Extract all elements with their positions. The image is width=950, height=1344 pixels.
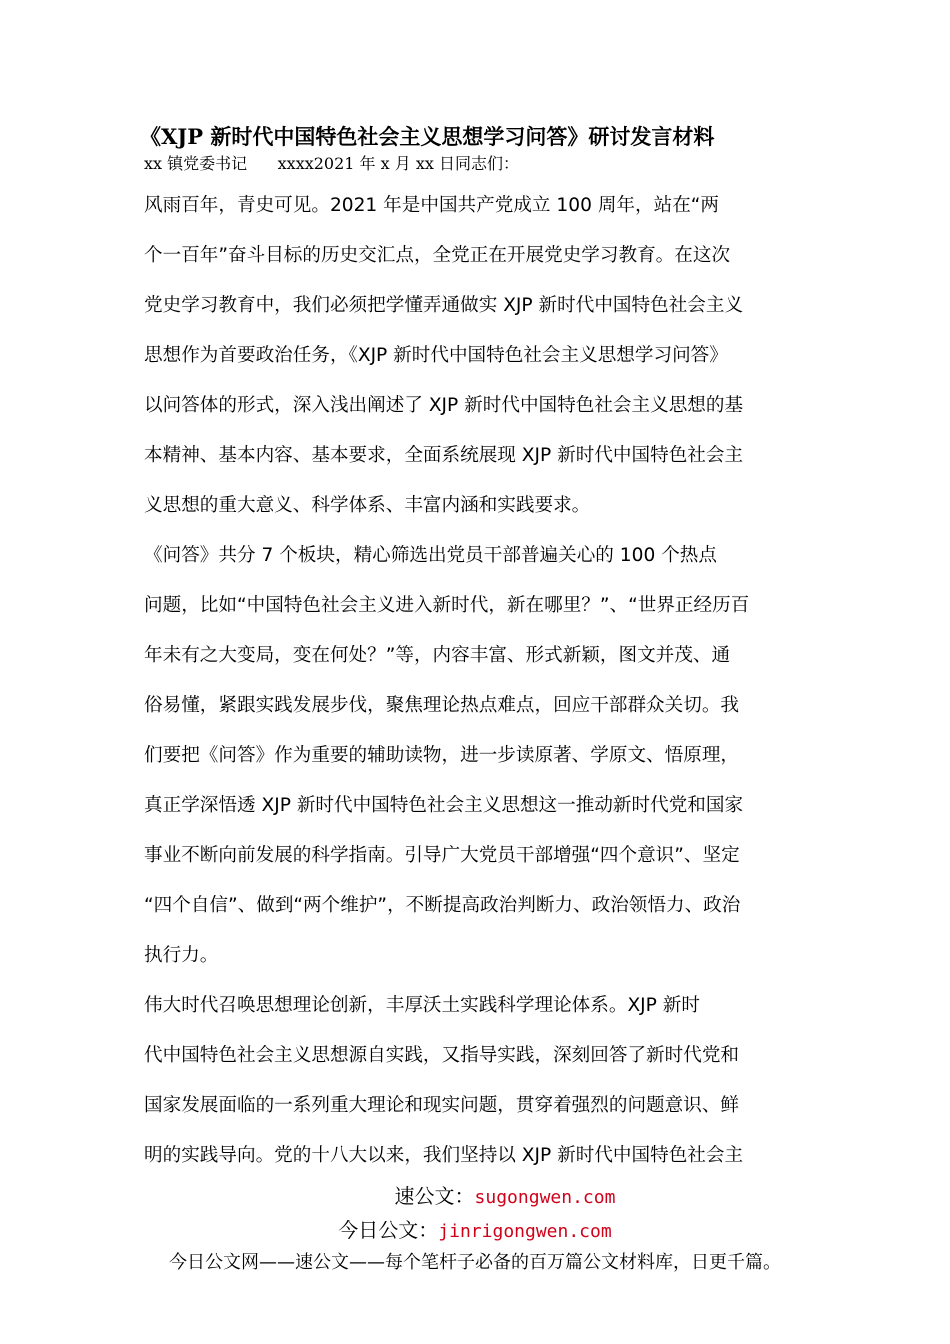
footer-site-link[interactable]: jinrigongwen.com [438, 1221, 612, 1242]
text-line: 伟大时代召唤思想理论创新，丰厚沃土实践科学理论体系。XJP 新时 [144, 995, 700, 1016]
footer-line-sugongwen [60, 1180, 950, 1214]
paragraph-2 [144, 531, 808, 981]
text-line: 本精神、基本内容、基本要求，全面系统展现 XJP 新时代中国特色社会主 [144, 445, 744, 466]
footer-tagline: 今日公文网——速公文——每个笔杆子必备的百万篇公文材料库，日更千篇。 [169, 1252, 781, 1273]
text-line: 年未有之大变局，变在何处？”等，内容丰富、形式新颖，图文并茂、通 [144, 645, 731, 666]
footer-site-link[interactable]: sugongwen.com [474, 1187, 616, 1208]
text-line: 真正学深悟透 XJP 新时代中国特色社会主义思想这一推动新时代党和国家 [144, 795, 744, 816]
text-line: 党史学习教育中，我们必须把学懂弄通做实 XJP 新时代中国特色社会主义 [144, 295, 744, 316]
text-line: 以问答体的形式，深入浅出阐述了 XJP 新时代中国特色社会主义思想的基 [144, 395, 744, 416]
page-footer [0, 1180, 950, 1276]
text-line: “四个自信”、做到“两个维护”，不断提高政治判断力、政治领悟力、政治 [144, 895, 741, 916]
text-line: 个一百年”奋斗目标的历史交汇点，全党正在开展党史学习教育。在这次 [144, 245, 731, 266]
document-title: 《XJP 新时代中国特色社会主义思想学习问答》研讨发言材料 [140, 124, 715, 149]
paragraph-3 [144, 981, 808, 1181]
text-line: 执行力。 [144, 945, 219, 966]
text-line: 义思想的重大意义、科学体系、丰富内涵和实践要求。 [144, 495, 591, 516]
footer-label: 速公文： [394, 1184, 475, 1208]
text-line: 俗易懂，紧跟实践发展步伐，聚焦理论热点难点，回应干部群众关切。我 [144, 695, 740, 716]
document-body [144, 181, 808, 1181]
text-line: 风雨百年，青史可见。2021 年是中国共产党成立 100 周年，站在“两 [144, 195, 720, 216]
text-line: 国家发展面临的一系列重大理论和现实问题，贯穿着强烈的问题意识、鲜 [144, 1095, 740, 1116]
text-line: 问题，比如“中国特色社会主义进入新时代，新在哪里？”、“世界正经历百 [144, 595, 750, 616]
document-byline: xx 镇党委书记 xxxx2021 年 x 月 xx 日同志们： [144, 154, 519, 173]
text-line: 事业不断向前发展的科学指南。引导广大党员干部增强“四个意识”、坚定 [144, 845, 740, 866]
text-line: 思想作为首要政治任务，《XJP 新时代中国特色社会主义思想学习问答》 [144, 345, 728, 366]
text-line: 《问答》共分 7 个板块，精心筛选出党员干部普遍关心的 100 个热点 [144, 545, 717, 566]
text-line: 代中国特色社会主义思想源自实践，又指导实践，深刻回答了新时代党和 [144, 1045, 740, 1066]
footer-label: 今日公文： [338, 1218, 439, 1242]
footer-line-jinrigongwen [0, 1214, 950, 1248]
text-line: 们要把《问答》作为重要的辅助读物，进一步读原著、学原文、悟原理， [144, 745, 740, 766]
text-line: 明的实践导向。党的十八大以来，我们坚持以 XJP 新时代中国特色社会主 [144, 1145, 744, 1166]
paragraph-1 [144, 181, 808, 531]
